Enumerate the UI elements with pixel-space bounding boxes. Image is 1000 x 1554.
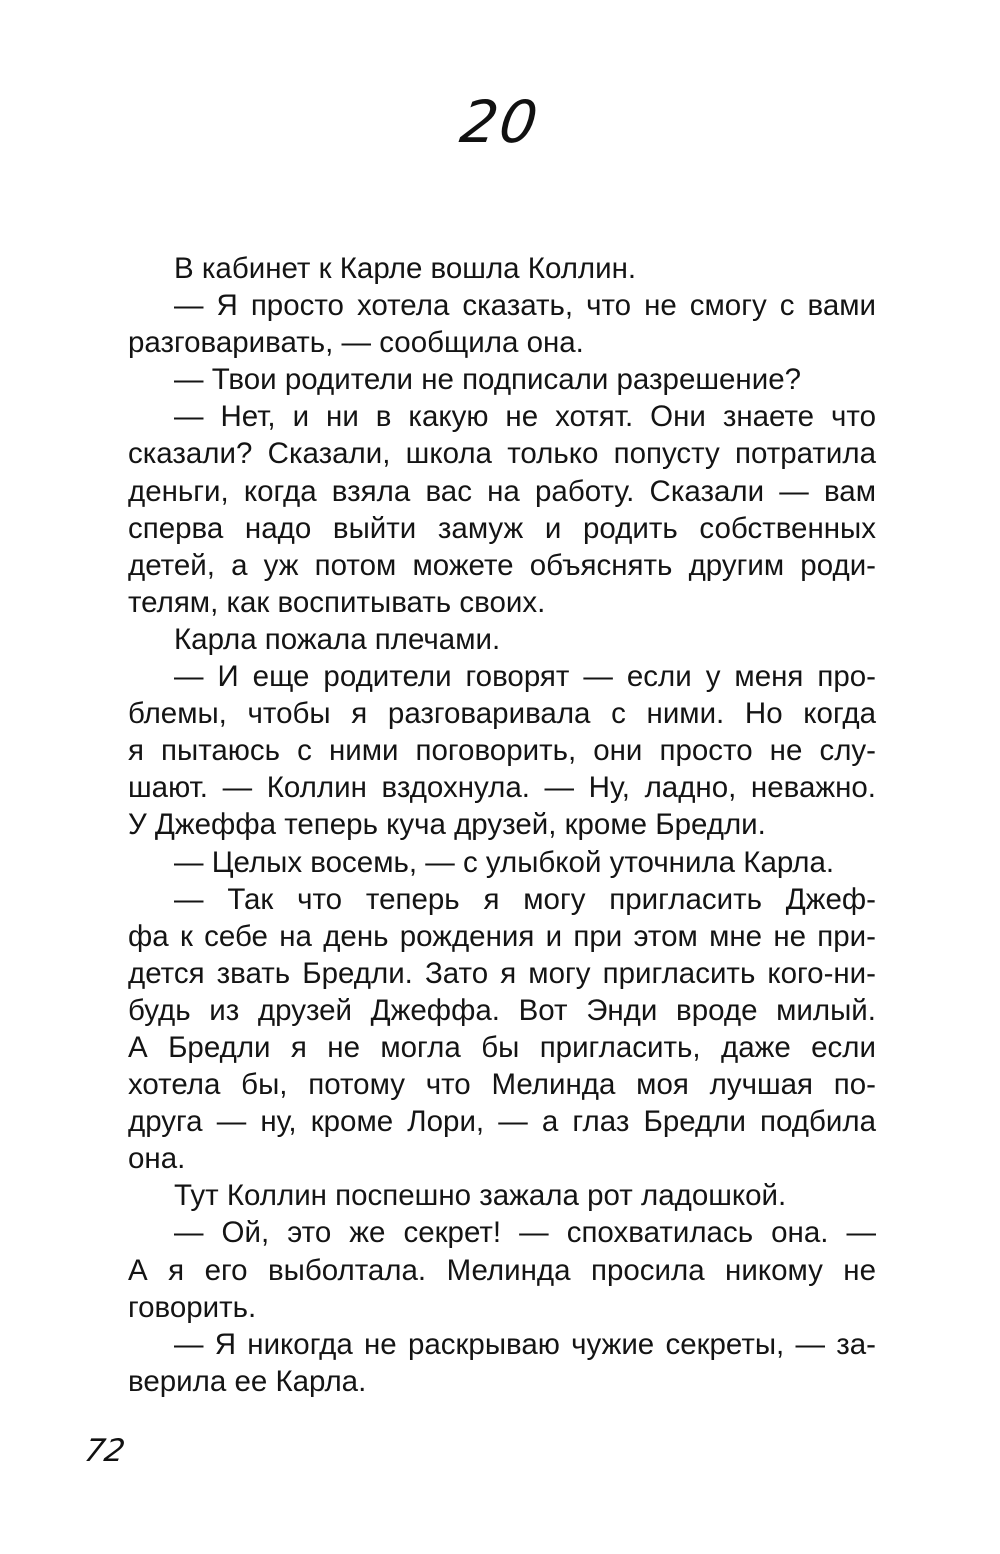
text-line: Карла пожала плечами. [174,622,501,656]
text-line: дется звать Бредли. Зато я могу пригласить кого-ни- [128,956,876,990]
text-line: — Я просто хотела сказать, что не смогу с вами [174,289,876,323]
text-line: — Целых восемь, — с улыбкой уточнила Карла. [174,845,835,879]
text-line: В кабинет к Карле вошла Коллин. [174,252,637,285]
text-line: — Так что теперь я могу пригласить Джеф- [174,882,876,916]
text-line: говорить. [128,1290,257,1324]
text-line: А Бредли я не могла бы пригласить, даже если [128,1030,876,1064]
text-line: будь из друзей Джеффа. Вот Энди вроде милый. [128,993,876,1027]
text-line: детей, а уж потом можете объяснять другим роди- [128,548,876,582]
text-line: она. [128,1142,186,1176]
text-line: сказали? Сказали, школа только попусту потратила [128,437,876,471]
text-line: А я его выболтала. Мелинда просила никому не [128,1253,876,1287]
text-line: друга — ну, кроме Лори, — а глаз Бредли подбила [128,1105,876,1139]
text-line: блемы, чтобы я разговаривала с ними. Но когда [128,697,876,731]
text-line: — Я никогда не раскрываю чужие секреты, — за- [174,1327,876,1361]
text-line: — Твои родители не подписали разрешение? [174,363,802,397]
text-line: сперва надо выйти замуж и родить собственных [128,511,876,545]
text-line: У Джеффа теперь куча друзей, кроме Бредли. [128,808,766,842]
text-line: — И еще родители говорят — если у меня про- [174,660,876,694]
chapter-number: 20 [456,88,544,156]
text-line: фа к себе на день рождения и при этом мне не при- [128,919,876,953]
text-line: хотела бы, потому что Мелинда моя лучшая по- [128,1068,876,1102]
text-line: деньги, когда взяла вас на работу. Сказали — вам [128,474,876,508]
chapter-text [128,250,876,1400]
text-line: я пытаюсь с ними поговорить, они просто не слу- [128,734,876,768]
text-line: — Ой, это же секрет! — спохватилась она. — [174,1216,876,1250]
page-number: 72 [81,1433,128,1469]
text-line: шают. — Коллин вздохнула. — Ну, ладно, неважно. [128,771,876,805]
text-line: разговаривать, — сообщила она. [128,326,584,360]
text-line: телям, как воспитывать своих. [128,585,546,619]
text-line: верила ее Карла. [128,1364,367,1398]
text-line: — Нет, и ни в какую не хотят. Они знаете что [174,400,876,434]
text-line: Тут Коллин поспешно зажала рот ладошкой. [174,1179,787,1213]
